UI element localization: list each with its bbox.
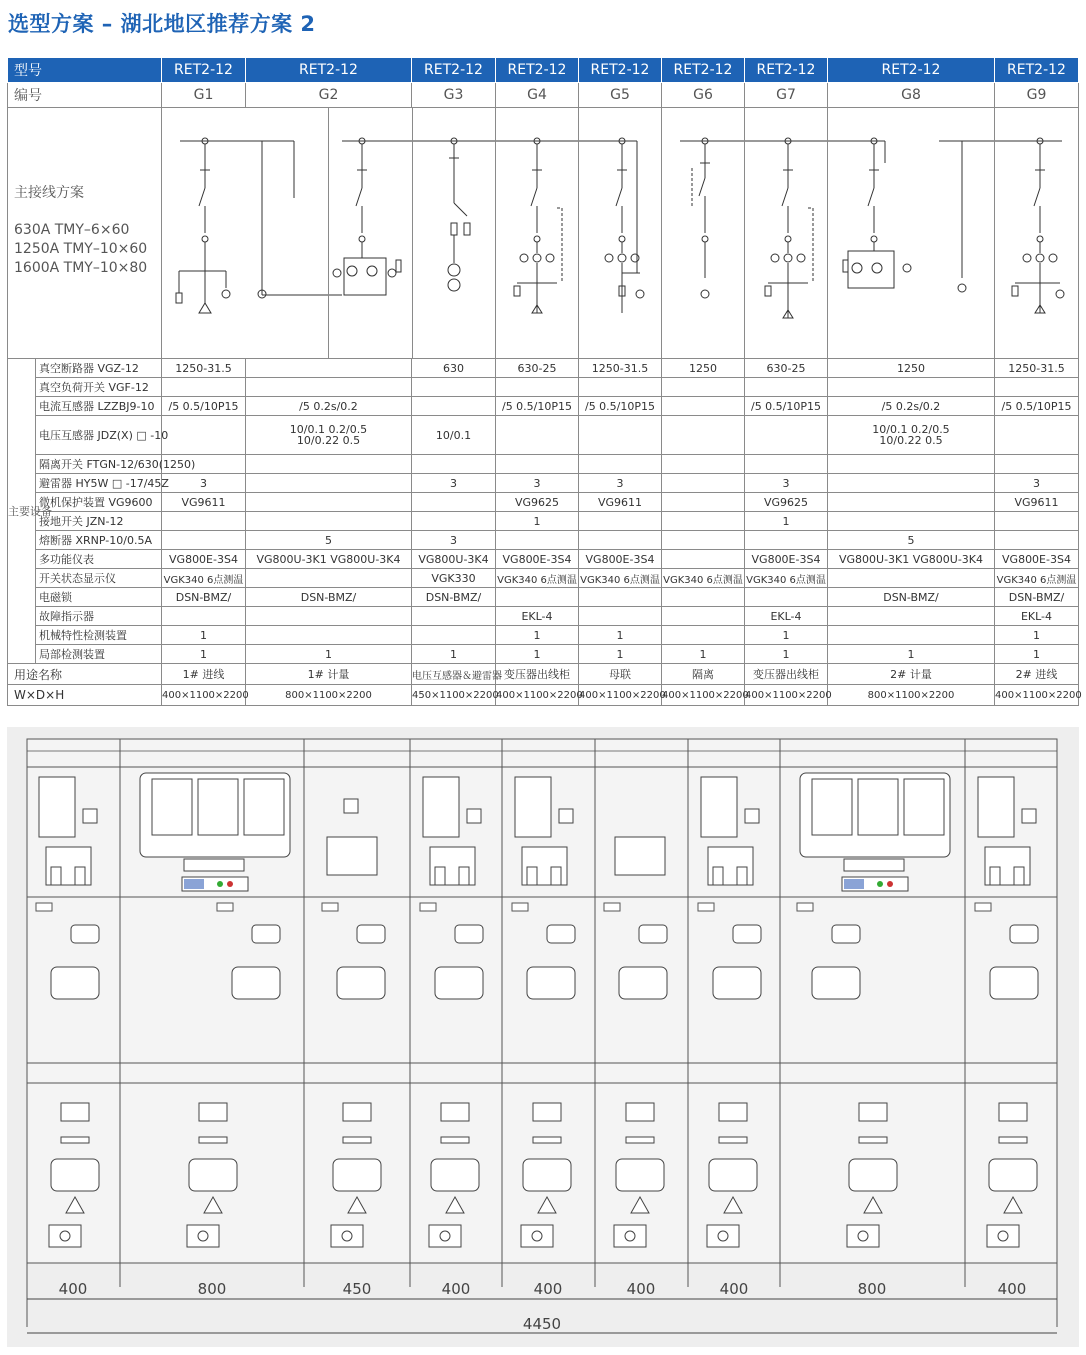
item-cell xyxy=(745,416,828,455)
dimension-cell: 400×1100×2200 xyxy=(995,685,1079,706)
width-label: 800 xyxy=(857,1280,887,1298)
model-cell: RET2-12 xyxy=(745,58,828,83)
item-cell: VG800E-3S4 xyxy=(579,550,662,569)
item-cell: VG800U-3K4 xyxy=(412,550,496,569)
usage-label: 用途名称 xyxy=(8,664,162,685)
item-cell xyxy=(662,397,745,416)
item-cell xyxy=(745,531,828,550)
usage-cell: 1# 进线 xyxy=(162,664,246,685)
number-cell: G8 xyxy=(828,83,995,108)
item-cell: VG9611 xyxy=(995,493,1079,512)
busbar-spec: 1250A TMY–10×60 xyxy=(14,241,148,257)
item-cell xyxy=(662,512,745,531)
item-cell: 3 xyxy=(745,474,828,493)
dimension-cell: 400×1100×2200 xyxy=(496,685,579,706)
table-row xyxy=(8,512,1079,531)
item-cell xyxy=(828,493,995,512)
item-cell xyxy=(579,588,662,607)
item-cell xyxy=(246,474,412,493)
number-cell: G2 xyxy=(246,83,412,108)
dimension-cell: 400×1100×2200 xyxy=(162,685,246,706)
item-cell xyxy=(412,626,496,645)
width-label: 400 xyxy=(997,1280,1027,1298)
item-cell: 1 xyxy=(995,626,1079,645)
item-cell: 3 xyxy=(579,474,662,493)
total-width-label: 4450 xyxy=(522,1315,562,1333)
item-cell: VGK340 6点测温 xyxy=(995,569,1079,588)
item-name: 机械特性检测装置 xyxy=(36,626,162,645)
pt-ratio-line: 10/0.1 0.2/0.5 10/0.22 0.5 xyxy=(289,423,368,447)
item-cell xyxy=(995,416,1079,455)
item-cell: VG800E-3S4 xyxy=(496,550,579,569)
item-cell: 3 xyxy=(412,474,496,493)
model-cell: RET2-12 xyxy=(496,58,579,83)
item-cell: DSN-BMZ/ xyxy=(246,588,412,607)
item-cell xyxy=(162,512,246,531)
item-cell xyxy=(246,626,412,645)
item-cell: EKL-4 xyxy=(995,607,1079,626)
table-row xyxy=(8,626,1079,645)
item-cell: 1 xyxy=(162,626,246,645)
feeder-g3 xyxy=(448,138,470,291)
table-row xyxy=(8,359,1079,378)
item-cell: VG9611 xyxy=(579,493,662,512)
item-cell: 1 xyxy=(579,645,662,664)
equipment-group-label: 主要设备 xyxy=(8,359,36,664)
item-cell xyxy=(662,493,745,512)
item-name: 电压互感器 JDZ(X) □ -10 xyxy=(36,416,162,455)
model-cell: RET2-12 xyxy=(662,58,745,83)
feeder-g6 xyxy=(692,138,710,298)
model-row xyxy=(8,58,1079,83)
item-cell: VG800E-3S4 xyxy=(745,550,828,569)
single-line-diagram xyxy=(162,108,1078,358)
item-cell xyxy=(162,378,246,397)
item-cell: /5 0.5/10P15 xyxy=(162,397,246,416)
item-cell xyxy=(828,455,995,474)
table-row xyxy=(8,378,1079,397)
item-cell: 1 xyxy=(246,645,412,664)
table-row xyxy=(8,569,1079,588)
item-cell: 1250-31.5 xyxy=(162,359,246,378)
item-cell: /5 0.2s/0.2 xyxy=(246,397,412,416)
width-label: 400 xyxy=(441,1280,471,1298)
item-cell xyxy=(579,531,662,550)
item-cell xyxy=(579,455,662,474)
item-cell: DSN-BMZ/ xyxy=(412,588,496,607)
spec-table xyxy=(7,57,1082,706)
dimension-label: W×D×H xyxy=(8,685,162,706)
item-cell xyxy=(745,455,828,474)
item-cell xyxy=(662,626,745,645)
item-cell: VG9611 xyxy=(162,493,246,512)
item-cell xyxy=(412,493,496,512)
number-row xyxy=(8,83,1079,108)
item-cell: DSN-BMZ/ xyxy=(162,588,246,607)
item-name: 熔断器 XRNP-10/0.5A xyxy=(36,531,162,550)
feeder-g5 xyxy=(605,138,644,313)
item-name: 电流互感器 LZZBJ9-10 xyxy=(36,397,162,416)
table-row xyxy=(8,607,1079,626)
number-cell: G5 xyxy=(579,83,662,108)
usage-cell: 2# 计量 xyxy=(828,664,995,685)
table-row xyxy=(8,474,1079,493)
item-cell: VGK340 6点测温 xyxy=(162,569,246,588)
width-label: 400 xyxy=(533,1280,563,1298)
item-cell: 3 xyxy=(412,531,496,550)
model-cell: RET2-12 xyxy=(412,58,496,83)
item-cell: 1 xyxy=(496,512,579,531)
width-label: 400 xyxy=(719,1280,749,1298)
item-cell xyxy=(579,607,662,626)
item-name: 多功能仪表 xyxy=(36,550,162,569)
usage-cell: 电压互感器＆避雷器 xyxy=(412,664,496,685)
item-cell: /5 0.5/10P15 xyxy=(496,397,579,416)
item-cell xyxy=(246,455,412,474)
item-cell xyxy=(662,455,745,474)
item-cell: 5 xyxy=(246,531,412,550)
item-cell: 1250-31.5 xyxy=(579,359,662,378)
table-row xyxy=(8,493,1079,512)
item-cell xyxy=(246,607,412,626)
item-cell xyxy=(162,607,246,626)
item-cell xyxy=(828,569,995,588)
item-cell: EKL-4 xyxy=(496,607,579,626)
single-line-diagram-cell xyxy=(162,108,1079,359)
usage-row xyxy=(8,664,1079,685)
item-cell xyxy=(662,416,745,455)
usage-cell: 变压器出线柜 xyxy=(745,664,828,685)
item-cell xyxy=(828,607,995,626)
item-cell: 1 xyxy=(579,626,662,645)
item-cell: VGK340 6点测温 xyxy=(745,569,828,588)
item-cell xyxy=(745,378,828,397)
item-cell xyxy=(496,455,579,474)
dimension-cell: 400×1100×2200 xyxy=(579,685,662,706)
item-cell xyxy=(412,378,496,397)
item-cell: /5 0.2s/0.2 xyxy=(828,397,995,416)
item-cell: VGK340 6点测温 xyxy=(579,569,662,588)
item-cell xyxy=(662,531,745,550)
feeder-g9 xyxy=(958,138,1064,313)
busbar-spec: 1600A TMY–10×80 xyxy=(14,260,148,276)
item-name: 微机保护装置 VG9600 xyxy=(36,493,162,512)
model-cell: RET2-12 xyxy=(246,58,412,83)
item-cell xyxy=(162,531,246,550)
model-cell: RET2-12 xyxy=(579,58,662,83)
item-cell: 3 xyxy=(162,474,246,493)
item-cell xyxy=(496,588,579,607)
item-cell xyxy=(828,512,995,531)
item-cell xyxy=(246,416,412,455)
feeder-g7 xyxy=(765,138,813,318)
diagram-label: 主接线方案 xyxy=(14,185,84,201)
number-cell: G6 xyxy=(662,83,745,108)
item-cell: DSN-BMZ/ xyxy=(995,588,1079,607)
item-cell: 1 xyxy=(745,626,828,645)
item-cell xyxy=(828,378,995,397)
usage-cell: 母联 xyxy=(579,664,662,685)
number-cell: G9 xyxy=(995,83,1079,108)
table-row xyxy=(8,550,1079,569)
table-row xyxy=(8,531,1079,550)
item-cell xyxy=(496,531,579,550)
item-cell xyxy=(662,378,745,397)
item-cell: 1 xyxy=(162,645,246,664)
item-cell: EKL-4 xyxy=(745,607,828,626)
feeder-g8 xyxy=(843,138,911,288)
item-cell: VG9625 xyxy=(745,493,828,512)
item-name: 电磁锁 xyxy=(36,588,162,607)
table-row xyxy=(8,455,1079,474)
item-cell: 3 xyxy=(995,474,1079,493)
item-cell xyxy=(995,512,1079,531)
item-cell xyxy=(496,378,579,397)
pt-ratio-line: 10/0.1 0.2/0.5 10/0.22 0.5 xyxy=(872,423,950,447)
dimension-cell: 400×1100×2200 xyxy=(745,685,828,706)
model-cell: RET2-12 xyxy=(995,58,1079,83)
table-row xyxy=(8,645,1079,664)
item-name: 故障指示器 xyxy=(36,607,162,626)
width-label: 400 xyxy=(626,1280,656,1298)
item-cell xyxy=(995,378,1079,397)
item-cell: 1 xyxy=(496,645,579,664)
item-cell xyxy=(246,512,412,531)
table-row xyxy=(8,397,1079,416)
feeder-g2 xyxy=(258,138,401,298)
item-cell: 630 xyxy=(412,359,496,378)
model-cell: RET2-12 xyxy=(828,58,995,83)
item-cell: 1 xyxy=(828,645,995,664)
table-row xyxy=(8,416,1079,455)
item-cell: /5 0.5/10P15 xyxy=(579,397,662,416)
usage-cell: 1# 计量 xyxy=(246,664,412,685)
item-cell: VGK340 6点测温 xyxy=(496,569,579,588)
item-cell xyxy=(662,607,745,626)
page-title: 选型方案 – 湖北地区推荐方案 2 xyxy=(8,12,316,36)
switchgear-elevation xyxy=(7,727,1079,1347)
item-cell: 3 xyxy=(496,474,579,493)
item-cell: 1 xyxy=(662,645,745,664)
item-cell xyxy=(995,455,1079,474)
item-cell: 1 xyxy=(496,626,579,645)
usage-cell: 2# 进线 xyxy=(995,664,1079,685)
item-cell xyxy=(412,397,496,416)
item-cell: VG800E-3S4 xyxy=(162,550,246,569)
item-name: 隔离开关 FTGN-12/630(1250) xyxy=(36,455,162,474)
item-name: 避雷器 HY5W □ -17/45Z xyxy=(36,474,162,493)
item-cell: /5 0.5/10P15 xyxy=(745,397,828,416)
number-cell: G4 xyxy=(496,83,579,108)
item-cell xyxy=(579,416,662,455)
width-label: 400 xyxy=(58,1280,88,1298)
item-cell: /5 0.5/10P15 xyxy=(995,397,1079,416)
item-cell xyxy=(246,493,412,512)
diagram-label-cell xyxy=(8,108,162,359)
dimension-cell: 800×1100×2200 xyxy=(828,685,995,706)
item-cell: VG800U-3K1 VG800U-3K4 xyxy=(828,550,995,569)
item-cell xyxy=(246,359,412,378)
item-cell: DSN-BMZ/ xyxy=(828,588,995,607)
dimension-cell: 800×1100×2200 xyxy=(246,685,412,706)
width-label: 450 xyxy=(342,1280,372,1298)
item-cell: 1250-31.5 xyxy=(995,359,1079,378)
item-cell: 630-25 xyxy=(496,359,579,378)
dimension-cell: 450×1100×2200 xyxy=(412,685,496,706)
dimension-cell: 400×1100×2200 xyxy=(662,685,745,706)
item-name: 真空断路器 VGZ-12 xyxy=(36,359,162,378)
item-cell xyxy=(828,626,995,645)
item-cell: 1250 xyxy=(828,359,995,378)
item-cell: 1250 xyxy=(662,359,745,378)
usage-cell: 隔离 xyxy=(662,664,745,685)
item-cell xyxy=(246,569,412,588)
item-cell xyxy=(496,416,579,455)
item-cell: 1 xyxy=(995,645,1079,664)
item-cell: VGK330 xyxy=(412,569,496,588)
feeder-g4 xyxy=(514,138,562,313)
number-cell: G3 xyxy=(412,83,496,108)
item-cell xyxy=(412,455,496,474)
item-cell: 630-25 xyxy=(745,359,828,378)
item-cell xyxy=(412,607,496,626)
elevation-drawing xyxy=(7,727,1079,1347)
feeder-g1 xyxy=(176,138,294,313)
usage-cell: 变压器出线柜 xyxy=(496,664,579,685)
busbar-spec: 630A TMY–6×60 xyxy=(14,222,130,238)
item-cell xyxy=(828,416,995,455)
item-cell: 10/0.1 xyxy=(412,416,496,455)
model-header-label: 型号 xyxy=(8,58,162,83)
model-cell: RET2-12 xyxy=(162,58,246,83)
item-cell xyxy=(162,416,246,455)
number-cell: G1 xyxy=(162,83,246,108)
item-cell xyxy=(412,512,496,531)
item-cell xyxy=(745,588,828,607)
item-cell: 5 xyxy=(828,531,995,550)
table-row xyxy=(8,588,1079,607)
item-cell xyxy=(828,474,995,493)
item-cell: VG9625 xyxy=(496,493,579,512)
number-cell: G7 xyxy=(745,83,828,108)
number-label: 编号 xyxy=(8,83,162,108)
item-name: 真空负荷开关 VGF-12 xyxy=(36,378,162,397)
item-name: 接地开关 JZN-12 xyxy=(36,512,162,531)
item-cell xyxy=(995,531,1079,550)
item-cell: 1 xyxy=(745,512,828,531)
item-cell xyxy=(246,378,412,397)
width-label: 800 xyxy=(197,1280,227,1298)
dimension-row xyxy=(8,685,1079,706)
item-cell: VG800U-3K1 VG800U-3K4 xyxy=(246,550,412,569)
item-cell xyxy=(579,378,662,397)
item-cell: VG800E-3S4 xyxy=(995,550,1079,569)
item-cell: 1 xyxy=(745,645,828,664)
item-cell: VGK340 6点测温 xyxy=(662,569,745,588)
item-name: 开关状态显示仪 xyxy=(36,569,162,588)
item-cell xyxy=(662,588,745,607)
item-cell xyxy=(662,474,745,493)
diagram-row xyxy=(8,108,1079,359)
item-cell: 1 xyxy=(412,645,496,664)
item-name: 局部检测装置 xyxy=(36,645,162,664)
item-cell xyxy=(579,512,662,531)
item-cell xyxy=(662,550,745,569)
